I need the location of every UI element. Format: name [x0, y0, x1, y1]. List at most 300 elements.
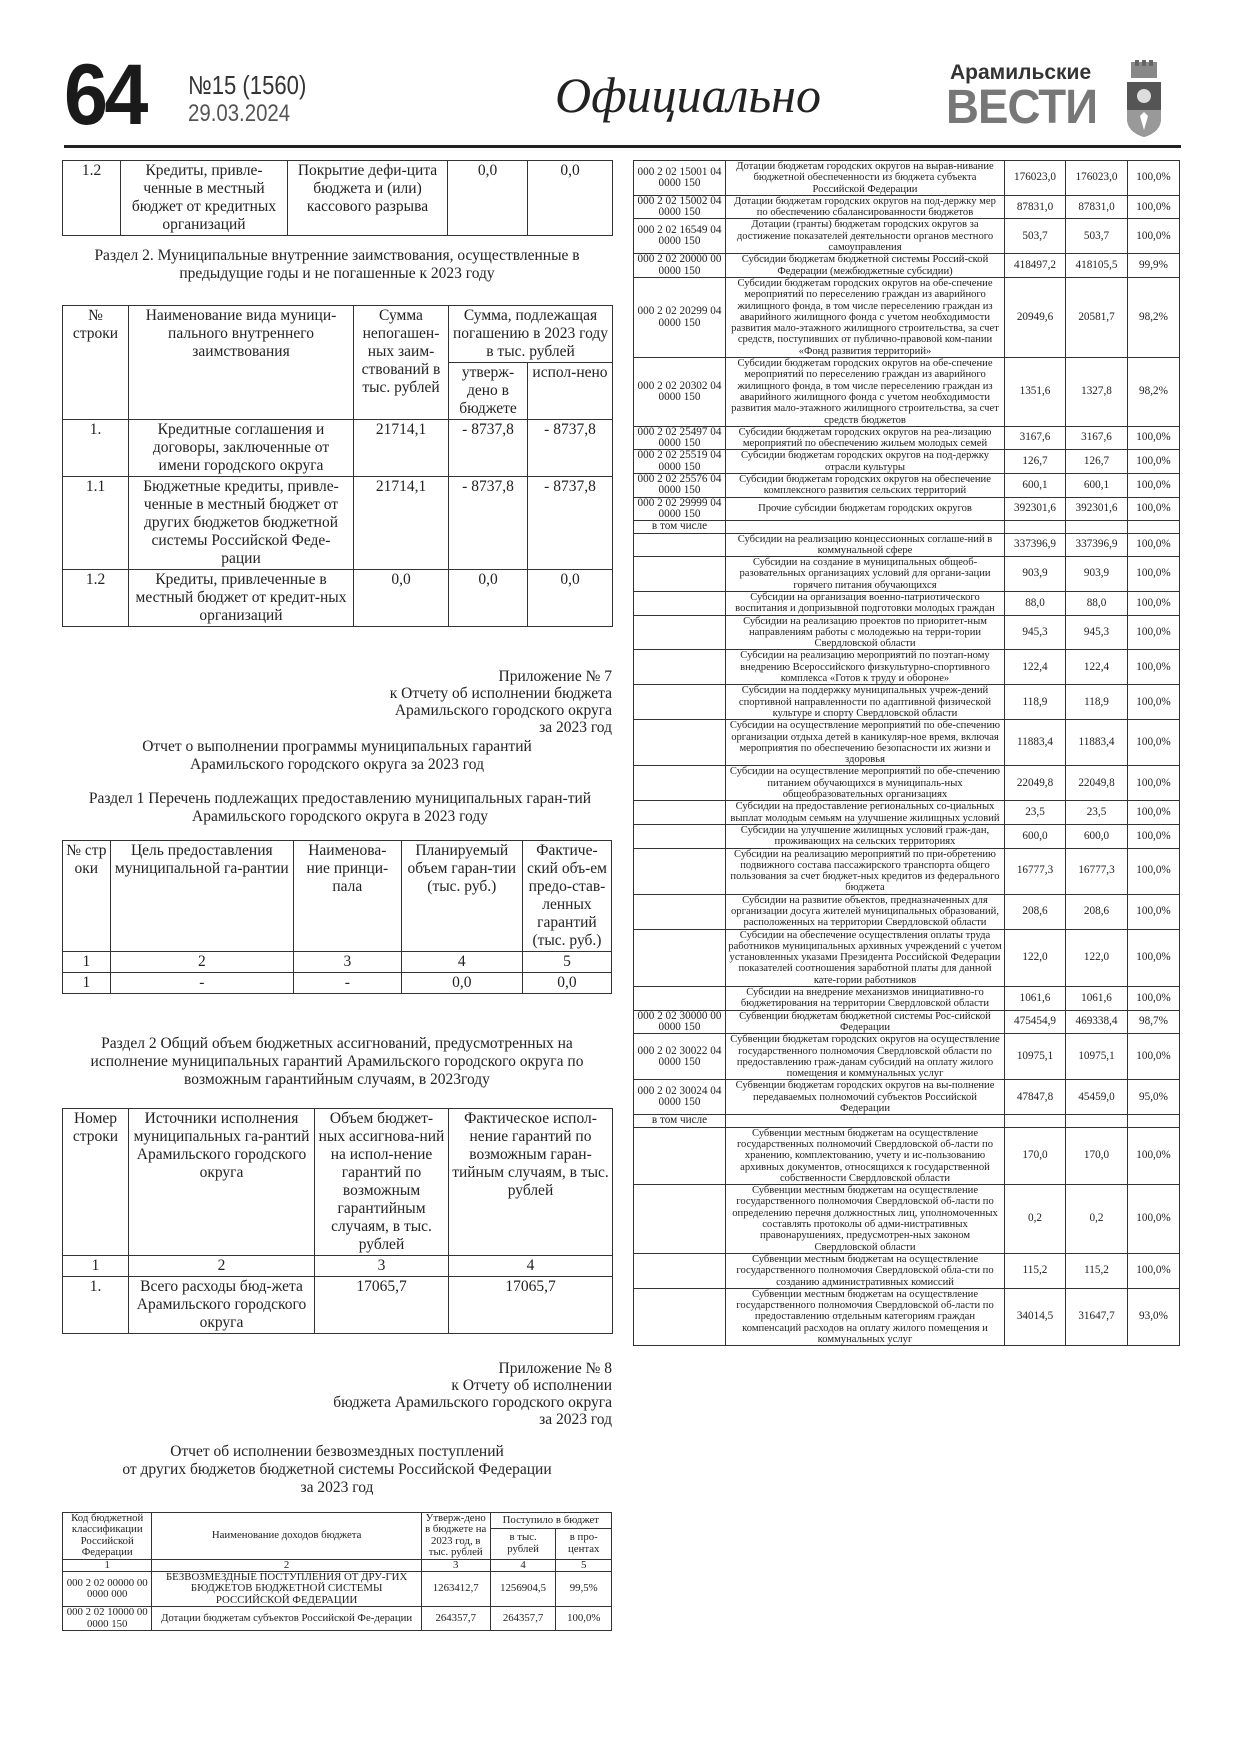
table-cell: Субвенции местным бюджетам на осуществление государственных полномочий Свердловской об-ласти по хранению, комплектованию, учету и ис-пользованию архивных документов, относящихся к государственной собственности Свердловской области — [726, 1127, 1005, 1184]
table-cell: 100,0% — [1128, 557, 1180, 592]
table-cell — [634, 557, 726, 592]
table-cell: 000 2 02 20000 00 0000 150 — [634, 254, 726, 278]
appendix7-line1: Приложение № 7 — [498, 668, 612, 685]
table-cell: 31647,7 — [1066, 1288, 1128, 1345]
table-cell: 100,0% — [1128, 894, 1180, 929]
table-cell: Субсидии бюджетам бюджетной системы Россий-ской Федерации (межбюджетные субсидии) — [726, 254, 1005, 278]
table-cell: Кредитные соглашения и договоры, заключенные от имени городского округа — [129, 420, 354, 477]
table-cell: 945,3 — [1005, 615, 1066, 650]
page-number: 64 — [64, 47, 145, 143]
table-cell — [1005, 521, 1066, 533]
table-row — [63, 161, 613, 236]
table-cell — [634, 1185, 726, 1254]
table-cell: - — [110, 973, 293, 994]
table-cell: 0,0 — [449, 570, 528, 627]
table-cell: 1 — [63, 1256, 129, 1277]
table-cell: Объем бюджет-ных ассигнова-ний на испол-нение гарантий по возможным гарантийным случаям, в тыс. рублей — [315, 1109, 449, 1256]
table-cell — [634, 1288, 726, 1345]
table-cell: Планируемый объем гаран-тии (тыс. руб.) — [401, 841, 522, 952]
table-cell — [634, 591, 726, 615]
table-row — [634, 161, 1180, 196]
table-cell: 475454,9 — [1005, 1010, 1066, 1034]
table-cell: 2 — [110, 952, 293, 973]
table-cell: 000 2 02 20299 04 0000 150 — [634, 277, 726, 357]
table-cell: Субсидии на реализацию концессионных соглаше-ний в коммунальной сфере — [726, 533, 1005, 557]
table-cell: 23,5 — [1066, 801, 1128, 825]
table-cell: 000 2 02 30024 04 0000 150 — [634, 1080, 726, 1115]
table-cell: Субвенции местным бюджетам на осуществление государственного полномочия Свердловской об-ласти по предоставлению отдельным категориям граждан компенсаций расходов на оплату жилого помещения и коммунальных услуг — [726, 1288, 1005, 1345]
table-cell: Субсидии бюджетам городских округов на обеспечение комплексного развития сельских территорий — [726, 474, 1005, 498]
table-cell — [726, 1115, 1005, 1127]
table-row — [634, 929, 1180, 986]
table-row — [63, 973, 612, 994]
appendix7-line4: за 2023 год — [539, 719, 612, 736]
table-cell: Дотации бюджетам субъектов Российской Фе-дерации — [152, 1607, 421, 1631]
table-cell: 1061,6 — [1005, 987, 1066, 1011]
table-cell: Субсидии на реализацию мероприятий по поэтап-ному внедрению Всероссийского физкультурно-спортивного комплекса «Готов к труду и обороне» — [726, 650, 1005, 685]
table-cell: 95,0% — [1128, 1080, 1180, 1115]
appendix8-title — [62, 1443, 612, 1497]
table-cell: БЕЗВОЗМЕЗДНЫЕ ПОСТУПЛЕНИЯ ОТ ДРУ-ГИХ БЮДЖЕТОВ БЮДЖЕТНОЙ СИСТЕМЫ РОССИЙСКОЙ ФЕДЕРАЦИИ — [152, 1572, 421, 1607]
table-cell: 2 — [152, 1559, 421, 1571]
table-cell: 100,0% — [1128, 219, 1180, 254]
table-cell: 600,0 — [1066, 824, 1128, 848]
table-cell — [634, 1253, 726, 1288]
table-cell — [634, 650, 726, 685]
table-cell: Субсидии бюджетам городских округов на обе-спечение мероприятий по переселению граждан из аварийного жилищного фонда, в том числе переселению граждан из аварийного жилищного фонда с учетом необходимости развития мало-этажного жилищного строительства, за счет средств, поступивших от публично-правовой ком-пании «Фонд развития территорий» — [726, 277, 1005, 357]
table-cell: 100,0% — [1128, 161, 1180, 196]
table-cell: Субсидии на осуществление мероприятий по обе-спечению организации отдыха детей в каникуляр-ное время, включая мероприятия по обеспечению безопасности их жизни и здоровья — [726, 720, 1005, 766]
table-cell: Субсидии на развитие объектов, предназначенных для организации досуга жителей муниципальных образований, расположенных на территории Свердловской области — [726, 894, 1005, 929]
table-cell: 100,0% — [1128, 1253, 1180, 1288]
table-cell: 100,0% — [1128, 1127, 1180, 1184]
table-cell: Субсидии на поддержку муниципальных учреж-дений спортивной направленности по адаптивной физической культуре и спорту Свердловской области — [726, 685, 1005, 720]
table-cell: - — [293, 973, 401, 994]
table-cell: 1263412,7 — [421, 1572, 490, 1607]
table-cell: 337396,9 — [1066, 533, 1128, 557]
table-cell: 98,7% — [1128, 1010, 1180, 1034]
table-cell: 1.2 — [63, 161, 121, 236]
table-cell: 418105,5 — [1066, 254, 1128, 278]
table-cell: Покрытие дефи-цита бюджета и (или) кассового разрыва — [288, 161, 448, 236]
table-cell — [634, 894, 726, 929]
table-row — [63, 1607, 612, 1631]
table-cell — [726, 521, 1005, 533]
table-cell: 100,0% — [1128, 848, 1180, 894]
table-cell: 170,0 — [1066, 1127, 1128, 1184]
table-cell: 122,0 — [1066, 929, 1128, 986]
table-cell: 392301,6 — [1005, 497, 1066, 521]
table-cell: 000 2 02 25519 04 0000 150 — [634, 450, 726, 474]
table-row — [63, 1109, 613, 1256]
table-cell — [1128, 521, 1180, 533]
appendix8-line4: за 2023 год — [539, 1411, 612, 1428]
table-cell: 1.1 — [63, 477, 129, 570]
table-row — [634, 195, 1180, 219]
header-sum: Сумма непогашен-ных заим-ствований в тыс. рублей — [354, 306, 449, 420]
table-row — [634, 277, 1180, 357]
table-cell: 2 — [129, 1256, 315, 1277]
table-row — [634, 1034, 1180, 1080]
table-cell: 100,0% — [1128, 650, 1180, 685]
table-row — [634, 894, 1180, 929]
appendix7-line2: к Отчету об исполнении бюджета — [389, 685, 612, 702]
table-cell: 3 — [421, 1559, 490, 1571]
table-cell: 17065,7 — [315, 1277, 449, 1334]
table-cell — [634, 533, 726, 557]
table-cell: 000 2 02 00000 00 0000 000 — [63, 1572, 152, 1607]
table-cell: 23,5 — [1005, 801, 1066, 825]
table-cell: Субсидии бюджетам городских округов на под-держку отрасли культуры — [726, 450, 1005, 474]
table-row — [634, 1127, 1180, 1184]
table-row — [634, 521, 1180, 533]
table-cell: 0,0 — [528, 570, 613, 627]
table-cell — [1005, 1115, 1066, 1127]
table-cell: 93,0% — [1128, 1288, 1180, 1345]
table-cell: Субвенции местным бюджетам на осуществление государственного полномочия Свердловской обла-сти по созданию административных комиссий — [726, 1253, 1005, 1288]
table-cell: 22049,8 — [1005, 766, 1066, 801]
table-row — [634, 1185, 1180, 1254]
table-cell: Субсидии на организация военно-патриотического воспитания и допризывной подготовки молодых граждан — [726, 591, 1005, 615]
table-cell: 337396,9 — [1005, 533, 1066, 557]
table-cell: Прочие субсидии бюджетам городских округов — [726, 497, 1005, 521]
logo-line2: ВЕСТИ — [946, 81, 1098, 134]
table-cell: 88,0 — [1005, 591, 1066, 615]
table-cell: Субвенции местным бюджетам на осуществление государственного полномочия Свердловской об-ласти по определению перечня должностных лиц, уполномоченных составлять протоколы об адми-нистративных правонарушениях, предусмотрен-ных законом Свердловской области — [726, 1185, 1005, 1254]
table-cell: 47847,8 — [1005, 1080, 1066, 1115]
table-cell: 5 — [556, 1559, 612, 1571]
header-pct: в про-центах — [556, 1528, 612, 1559]
table-cell: 100,0% — [1128, 591, 1180, 615]
table-cell: Субсидии на улучшение жилищных условий граж-дан, проживающих на сельских территориях — [726, 824, 1005, 848]
table-cell: 118,9 — [1005, 685, 1066, 720]
table-cell: 16777,3 — [1066, 848, 1128, 894]
table-row — [634, 650, 1180, 685]
table-cell: 0,0 — [401, 973, 522, 994]
table-row — [63, 1559, 612, 1571]
table-cell: 945,3 — [1066, 615, 1128, 650]
table-cell: 100,0% — [1128, 426, 1180, 450]
table-row — [634, 254, 1180, 278]
issue-number: №15 (1560) — [188, 70, 307, 100]
table-cell — [634, 929, 726, 986]
table-cell: 122,4 — [1066, 650, 1128, 685]
internal-borrowings-table — [62, 305, 613, 627]
table-cell: 45459,0 — [1066, 1080, 1128, 1115]
table-row — [63, 1572, 612, 1607]
table-row — [63, 420, 613, 477]
table-cell: 418497,2 — [1005, 254, 1066, 278]
table-cell: 17065,7 — [449, 1277, 613, 1334]
header-received: Поступило в бюджет — [490, 1513, 611, 1529]
table-cell: 100,0% — [1128, 474, 1180, 498]
issue-date: 29.03.2024 — [188, 100, 291, 127]
header-code: Код бюджетной классификации Российской Федерации — [63, 1513, 152, 1560]
table-cell: 99,5% — [556, 1572, 612, 1607]
table-cell: 000 2 02 30022 04 0000 150 — [634, 1034, 726, 1080]
table-cell: 208,6 — [1066, 894, 1128, 929]
table-cell: Кредиты, привле-ченные в местный бюджет от кредитных организаций — [121, 161, 288, 236]
table-cell: 0,2 — [1066, 1185, 1128, 1254]
table-row — [634, 591, 1180, 615]
table-cell: 4 — [449, 1256, 613, 1277]
razdel2-heading: Раздел 2 Общий объем бюджетных ассигнований, предусмотренных на исполнение муниципальных гарантий Арамильского городского округа по возможным гарантийным случаям, в 2023году — [90, 1035, 584, 1088]
table-cell: 4 — [490, 1559, 556, 1571]
table-cell: Дотации (гранты) бюджетам городских округов за достижение показателей деятельности органов местного самоуправления — [726, 219, 1005, 254]
table-cell: 000 2 02 10000 00 0000 150 — [63, 1607, 152, 1631]
table-cell: Субвенции бюджетам городских округов на вы-полнение передаваемых полномочий субъектов Российской Федерации — [726, 1080, 1005, 1115]
table-row — [634, 685, 1180, 720]
table-cell: 208,6 — [1005, 894, 1066, 929]
table-cell: 126,7 — [1066, 450, 1128, 474]
table-cell: Бюджетные кредиты, привле-ченные в местный бюджет от других бюджетов бюджетной системы Российской Феде-рации — [129, 477, 354, 570]
table-cell: Субсидии на реализацию мероприятий по при-обретению подвижного состава пассажирского транспорта общего пользования за счет бюджет-ных кредитов из федерального бюджета — [726, 848, 1005, 894]
table-cell: 1256904,5 — [490, 1572, 556, 1607]
table-cell: 000 2 02 25497 04 0000 150 — [634, 426, 726, 450]
header-plan: Утверж-дено в бюджете на 2023 год, в тыс. рублей — [421, 1513, 490, 1560]
header-done: испол-нено — [528, 363, 613, 420]
table-cell: 1 — [63, 973, 111, 994]
table-cell: 000 2 02 15002 04 0000 150 — [634, 195, 726, 219]
table-row — [634, 848, 1180, 894]
table-cell: 0,0 — [522, 973, 611, 994]
table-cell: 100,0% — [1128, 720, 1180, 766]
table-cell — [1128, 1115, 1180, 1127]
appendix7-title — [62, 738, 612, 774]
table-cell: 10975,1 — [1005, 1034, 1066, 1080]
table-cell: 5 — [522, 952, 611, 973]
appendix8-title1: Отчет об исполнении безвозмездных поступлений — [170, 1443, 504, 1460]
table-cell: 115,2 — [1005, 1253, 1066, 1288]
table-cell: 34014,5 — [1005, 1288, 1066, 1345]
table-cell: Дотации бюджетам городских округов на под-держку мер по обеспечению сбалансированности бюджетов — [726, 195, 1005, 219]
table-cell: Субсидии на создание в муниципальных общеоб-разовательных организациях условий для органи-зации горячего питания обучающихся — [726, 557, 1005, 592]
section-title: Официально — [555, 67, 821, 123]
table-cell — [634, 848, 726, 894]
transfers-table — [62, 1512, 612, 1631]
table-cell — [634, 987, 726, 1011]
table-cell: 503,7 — [1066, 219, 1128, 254]
table-cell: Субсидии на реализацию проектов по приоритет-ным направлениям работы с молодежью на терри-тории Свердловской области — [726, 615, 1005, 650]
table-row — [63, 477, 613, 570]
table-cell: 100,0% — [1128, 801, 1180, 825]
table-cell: 3 — [315, 1256, 449, 1277]
table-row — [634, 824, 1180, 848]
table-cell: Субсидии на обеспечение осуществления оплаты труда работников муниципальных архивных учреждений с учетом установленных указами Президента Российской Федерации показателей соотношения заработной платы для данной кате-гории работников — [726, 929, 1005, 986]
table-cell: 122,0 — [1005, 929, 1066, 986]
table-cell: 10975,1 — [1066, 1034, 1128, 1080]
table-cell: 1.2 — [63, 570, 129, 627]
table-row — [634, 1115, 1180, 1127]
table-cell: Субсидии на внедрение механизмов инициативно-го бюджетирования на территории Свердловской области — [726, 987, 1005, 1011]
table-cell: 11883,4 — [1066, 720, 1128, 766]
table-cell: 100,0% — [556, 1607, 612, 1631]
table-cell — [1066, 521, 1128, 533]
appendix8-line2: к Отчету об исполнении — [451, 1377, 612, 1394]
table-row — [634, 987, 1180, 1011]
table-cell: 170,0 — [1005, 1127, 1066, 1184]
table-cell: 21714,1 — [354, 477, 449, 570]
table-cell: Фактическое испол-нение гарантий по возможным гаран-тийным случаям, в тыс. рублей — [449, 1109, 613, 1256]
table-cell: 000 2 02 30000 00 0000 150 — [634, 1010, 726, 1034]
table-cell: 100,0% — [1128, 195, 1180, 219]
header-rub: в тыс. рублей — [490, 1528, 556, 1559]
table-row — [634, 615, 1180, 650]
appendix7-title2: Арамильского городского округа за 2023 год — [190, 756, 484, 773]
table-cell: 392301,6 — [1066, 497, 1128, 521]
table-cell: 21714,1 — [354, 420, 449, 477]
header-rule — [64, 145, 1181, 148]
guarantee-allocations-table — [62, 1108, 613, 1334]
table-row — [634, 557, 1180, 592]
table-cell: 1. — [63, 1277, 129, 1334]
table-cell — [1066, 1115, 1128, 1127]
table-cell: 3167,6 — [1005, 426, 1066, 450]
transfers-table-continued — [633, 160, 1180, 1346]
table-row — [63, 570, 613, 627]
table-cell — [634, 685, 726, 720]
table-cell: в том числе — [634, 521, 726, 533]
table-cell: 3167,6 — [1066, 426, 1128, 450]
table-cell — [634, 720, 726, 766]
table-cell: 469338,4 — [1066, 1010, 1128, 1034]
razdel1-heading: Раздел 1 Перечень подлежащих предоставлению муниципальных гаран-тий Арамильского городского округа в 2023 году — [88, 790, 592, 825]
table-row — [634, 1010, 1180, 1034]
table-cell — [634, 766, 726, 801]
table-cell: 1 — [63, 952, 111, 973]
table-cell: 100,0% — [1128, 615, 1180, 650]
section2-heading: Раздел 2. Муниципальные внутренние заимствования, осуществленные в предыдущие годы и не погашенные к 2023 году — [94, 247, 580, 282]
table-cell: 100,0% — [1128, 987, 1180, 1011]
table-cell: в том числе — [634, 1115, 726, 1127]
table-cell: Субсидии бюджетам городских округов на обе-спечение мероприятий по переселению граждан из аварийного жилищного фонда, в том числе переселению граждан из аварийного жилищного фонда с учетом необходимости развития мало-этажного жилищного строительства, за счет средств бюджетов — [726, 358, 1005, 427]
table-cell: 20949,6 — [1005, 277, 1066, 357]
table-cell: 903,9 — [1005, 557, 1066, 592]
table-cell: Субсидии бюджетам городских округов на реа-лизацию мероприятий по обеспечению жильем молодых семей — [726, 426, 1005, 450]
table-cell: Субвенции бюджетам бюджетной системы Рос-сийской Федерации — [726, 1010, 1005, 1034]
appendix8-title3: за 2023 год — [300, 1479, 374, 1496]
table-cell: 87831,0 — [1005, 195, 1066, 219]
table-cell: Субвенции бюджетам городских округов на осуществление государственного полномочия Свердловской области по предоставлению граж-данам субсидий на оплату жилого помещения и коммунальных услуг — [726, 1034, 1005, 1080]
table-cell: Субсидии на предоставление региональных со-циальных выплат молодым семьям на улучшение жилищных условий — [726, 801, 1005, 825]
table-cell: 4 — [401, 952, 522, 973]
table-row — [634, 1288, 1180, 1345]
table-cell: 11883,4 — [1005, 720, 1066, 766]
table-cell — [634, 801, 726, 825]
table-cell: 100,0% — [1128, 497, 1180, 521]
table-cell: 000 2 02 20302 04 0000 150 — [634, 358, 726, 427]
table-row — [634, 474, 1180, 498]
table-row — [63, 1256, 613, 1277]
table-row — [634, 450, 1180, 474]
table-cell: 88,0 — [1066, 591, 1128, 615]
table-cell: 3 — [293, 952, 401, 973]
table-cell: Дотации бюджетам городских округов на вырав-нивание бюджетной обеспеченности из бюджета субъекта Российской Федерации — [726, 161, 1005, 196]
table-cell: 1 — [63, 1559, 152, 1571]
table-row — [634, 766, 1180, 801]
table-cell: - 8737,8 — [449, 420, 528, 477]
logo-line1: Арамильские — [950, 61, 1092, 84]
header-due: Сумма, подлежащая погашению в 2023 году в тыс. рублей — [449, 306, 613, 363]
table-cell: 0,0 — [354, 570, 449, 627]
table-cell: Наименова-ние принци-пала — [293, 841, 401, 952]
table-row — [634, 1080, 1180, 1115]
table-cell: Субсидии на осуществление мероприятий по обе-спечению питанием обучающихся в муниципаль-ных общеобразовательных организациях — [726, 766, 1005, 801]
table-cell: 100,0% — [1128, 685, 1180, 720]
table-cell: 20581,7 — [1066, 277, 1128, 357]
coat-of-arms-icon — [1125, 60, 1163, 138]
table-cell: Всего расходы бюд-жета Арамильского городского округа — [129, 1277, 315, 1334]
table-cell: 264357,7 — [421, 1607, 490, 1631]
table-row — [634, 219, 1180, 254]
table-row — [634, 1253, 1180, 1288]
table-cell: 118,9 — [1066, 685, 1128, 720]
table-cell: 126,7 — [1005, 450, 1066, 474]
table-cell: 98,2% — [1128, 277, 1180, 357]
appendix8-note — [62, 1360, 612, 1428]
appendix7-note — [62, 668, 612, 736]
table-cell: 100,0% — [1128, 1185, 1180, 1254]
header-name: Наименование вида муници-пального внутреннего заимствования — [129, 306, 354, 420]
table-cell: 903,9 — [1066, 557, 1128, 592]
table-cell: 115,2 — [1066, 1253, 1128, 1288]
table-cell: 1. — [63, 420, 129, 477]
header-approved: утверж-дено в бюджете — [449, 363, 528, 420]
table-cell: 000 2 02 16549 04 0000 150 — [634, 219, 726, 254]
appendix7-title1: Отчет о выполнении программы муниципальных гарантий — [142, 738, 532, 755]
table-cell — [634, 824, 726, 848]
table-cell: 0,0 — [448, 161, 528, 236]
table-cell: 22049,8 — [1066, 766, 1128, 801]
table-cell: 1327,8 — [1066, 358, 1128, 427]
table-cell: 600,1 — [1066, 474, 1128, 498]
table-row — [634, 497, 1180, 521]
table-cell: 600,0 — [1005, 824, 1066, 848]
table-cell: Номер строки — [63, 1109, 129, 1256]
table-cell: 98,2% — [1128, 358, 1180, 427]
appendix8-title2: от других бюджетов бюджетной системы Российской Федерации — [122, 1461, 552, 1478]
table-cell: 0,0 — [528, 161, 613, 236]
table-cell: 100,0% — [1128, 533, 1180, 557]
table-row — [634, 720, 1180, 766]
table-cell: Цель предоставления муниципальной га-рантии — [110, 841, 293, 952]
table-cell: 000 2 02 25576 04 0000 150 — [634, 474, 726, 498]
table-row — [634, 426, 1180, 450]
table-cell: 1061,6 — [1066, 987, 1128, 1011]
table-row — [634, 358, 1180, 427]
table-cell: Кредиты, привлеченные в местный бюджет от кредит-ных организаций — [129, 570, 354, 627]
table-cell: 100,0% — [1128, 450, 1180, 474]
table-cell: 99,9% — [1128, 254, 1180, 278]
table-cell: - 8737,8 — [449, 477, 528, 570]
table-cell: 176023,0 — [1005, 161, 1066, 196]
appendix7-line3: Арамильского городского округа — [394, 702, 612, 719]
table-cell — [634, 1127, 726, 1184]
table-cell: - 8737,8 — [528, 420, 613, 477]
table-cell: 16777,3 — [1005, 848, 1066, 894]
table-cell: 87831,0 — [1066, 195, 1128, 219]
table-cell: 0,2 — [1005, 1185, 1066, 1254]
appendix8-line1: Приложение № 8 — [498, 1360, 612, 1377]
table-cell: 122,4 — [1005, 650, 1066, 685]
table-cell — [634, 615, 726, 650]
header-name: Наименование доходов бюджета — [152, 1513, 421, 1560]
table-cell: 176023,0 — [1066, 161, 1128, 196]
table-cell: 1351,6 — [1005, 358, 1066, 427]
table-cell: № стр оки — [63, 841, 111, 952]
table-row — [63, 841, 612, 952]
table-row — [63, 1277, 613, 1334]
